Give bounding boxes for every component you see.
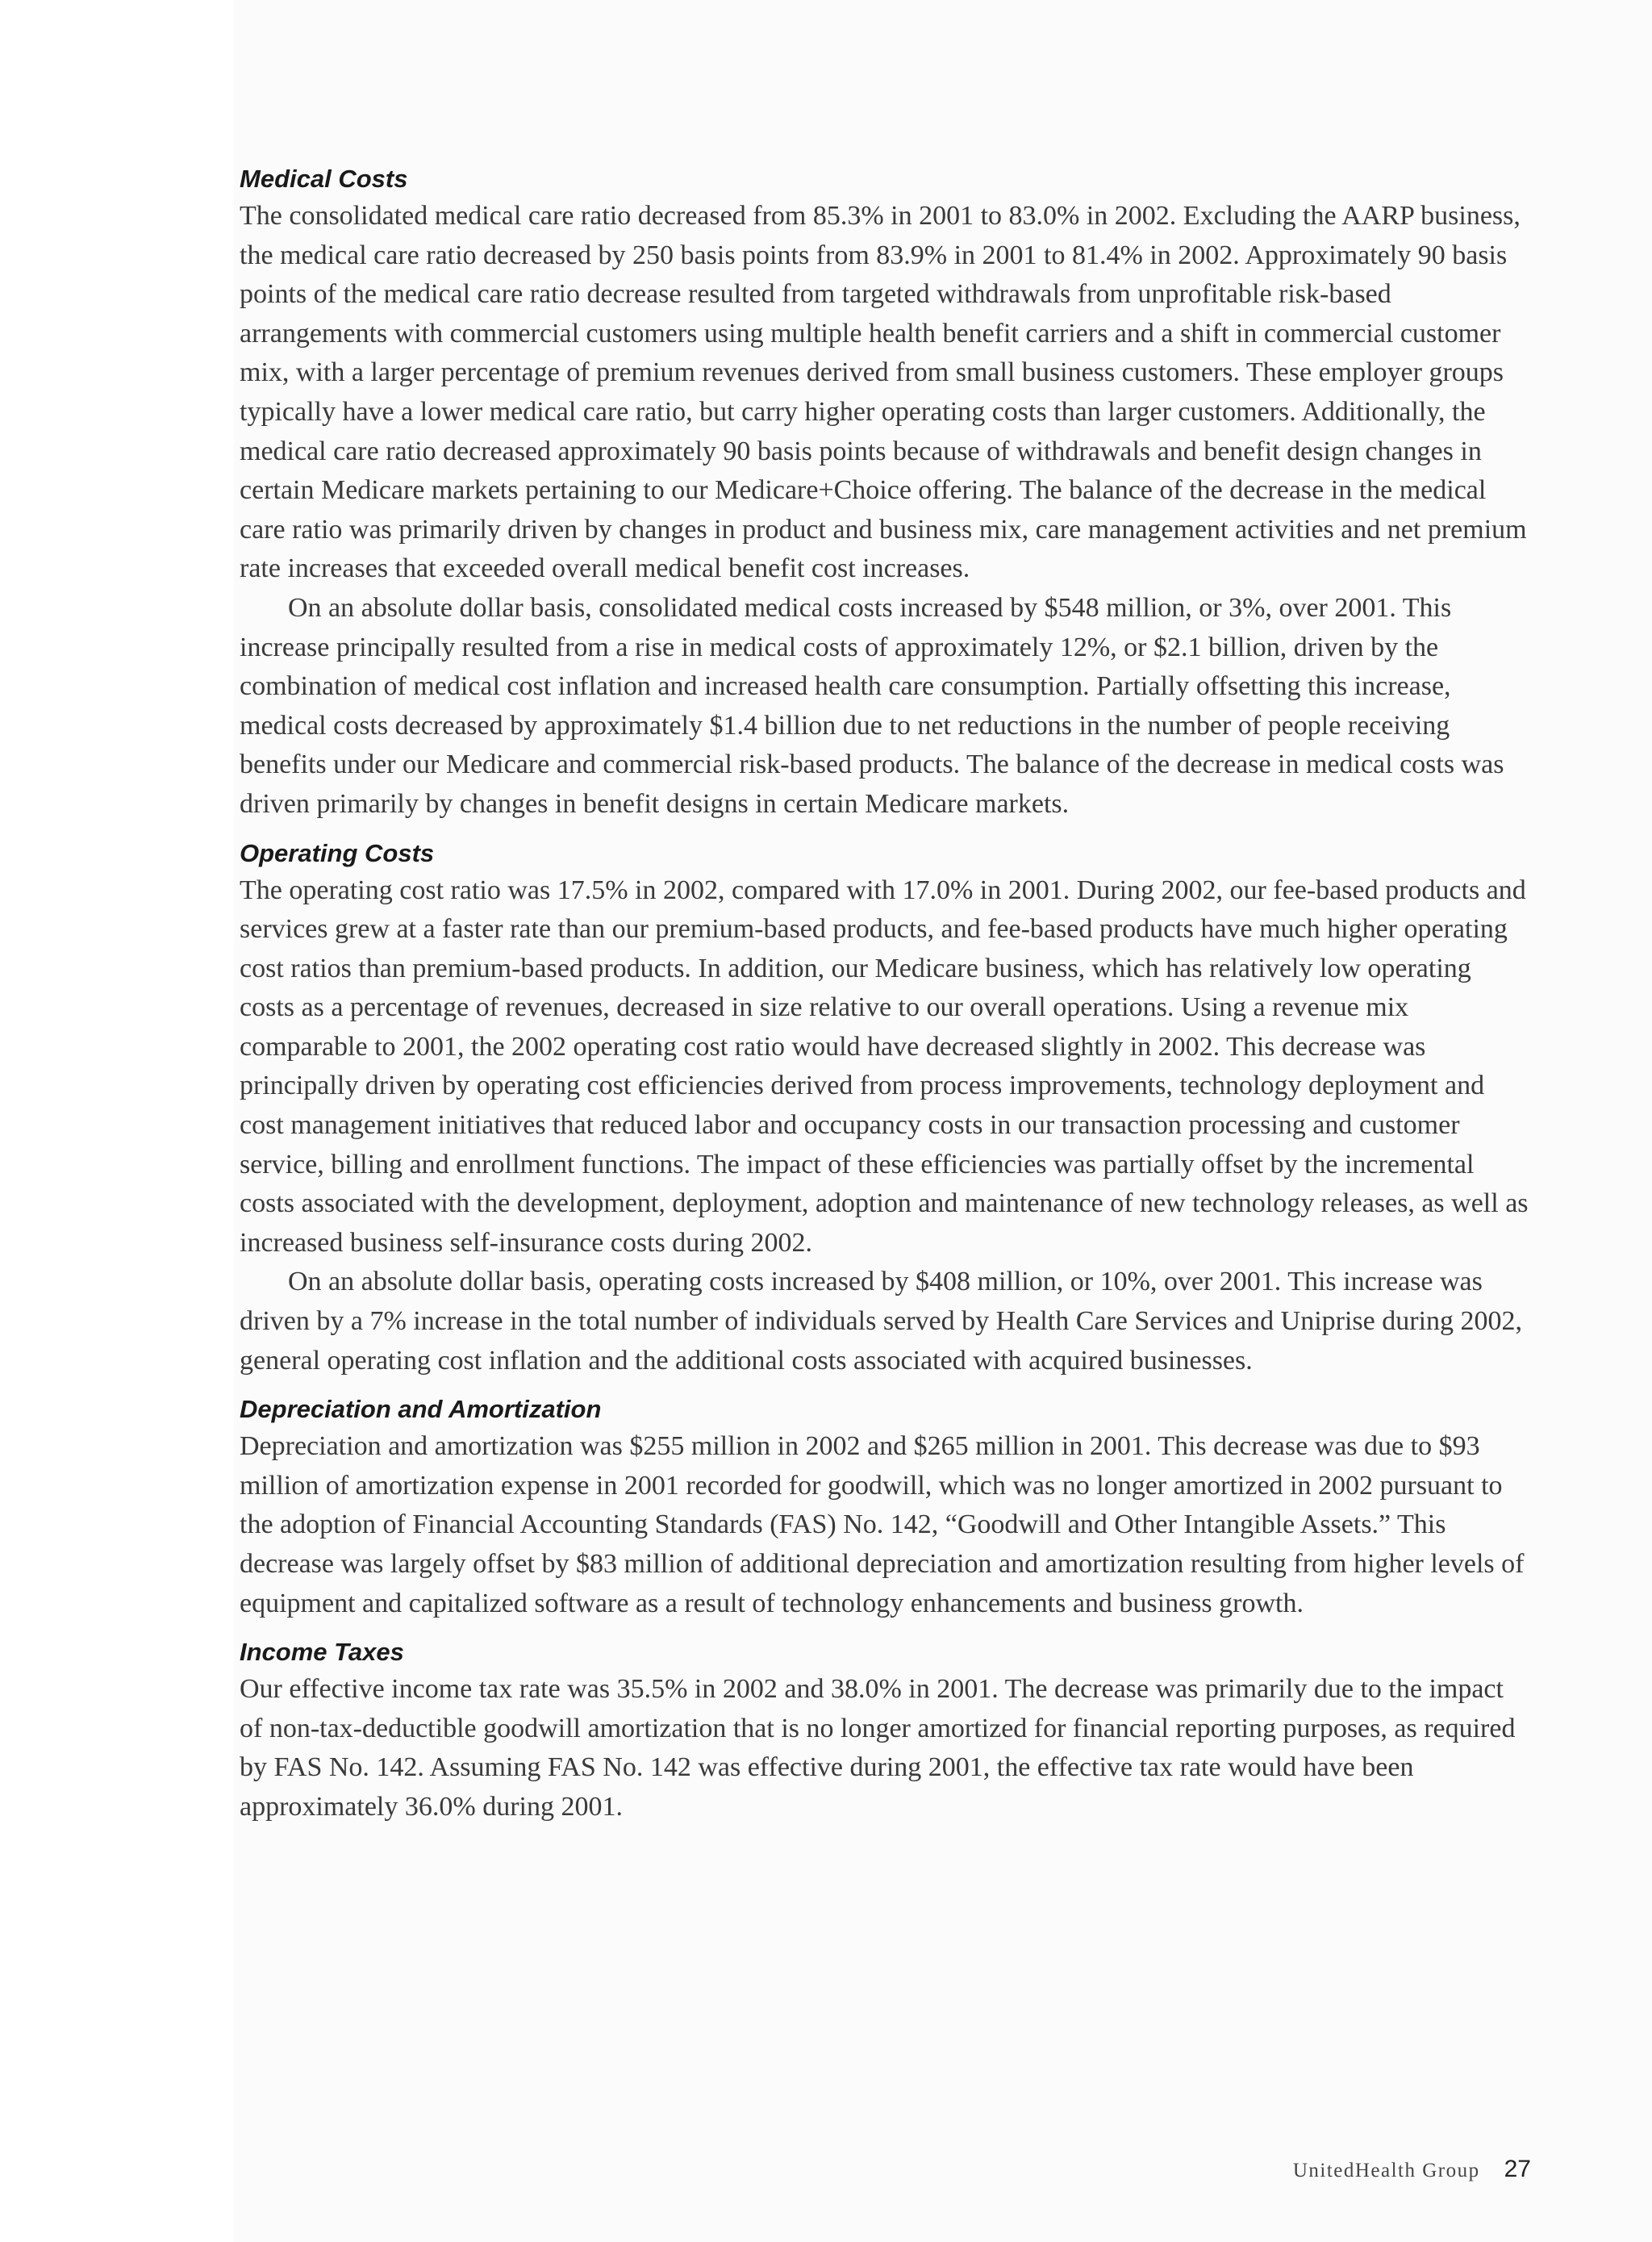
body-paragraph: On an absolute dollar basis, operating costs increased by $408 million, or 10%, over 2001. This increase was driven by a 7% increase in the total number of individuals served by Health Care Services and Uniprise during 2002, general operating cost inflation and the additional costs associated with acquired businesses. — [240, 1267, 1523, 1376]
body-paragraph: On an absolute dollar basis, consolidated medical costs increased by $548 million, or 3%, over 2001. This increase principally resulted from a rise in medical costs of approximately 12%, or $2.1 billion, driven by the combination of medical cost inflation and increased health care consumption. Partially offsetting this increase, medical costs decreased by approximately $1.4 billion due to net reductions in the number of people receiving benefits under our Medicare and commercial risk-based products. The balance of the decrease in medical costs was driven primarily by changes in benefit designs in certain Medicare markets. — [240, 592, 1504, 819]
section-depreciation-amortization — [240, 1392, 1530, 1623]
page-footer — [1293, 2156, 1531, 2183]
page-number: 27 — [1504, 2156, 1531, 2182]
section-heading: Medical Costs — [240, 165, 408, 193]
section-income-taxes — [240, 1635, 1530, 1827]
body-paragraph: The consolidated medical care ratio decreased from 85.3% in 2001 to 83.0% in 2002. Excluding the AARP business, the medical care ratio decreased by 250 basis points from 83.9% in 2001 to 81.4% in 2002. Approximately 90 basis points of the medical care ratio decrease resulted from targeted withdrawals from unprofitable risk-based arrangements with commercial customers using multiple health benefit carriers and a shift in commercial customer mix, with a larger percentage of premium revenues derived from small business customers. These employer groups typically have a lower medical care ratio, but carry higher operating costs than larger customers. Additionally, the medical care ratio decreased approximately 90 basis points because of withdrawals and benefit design changes in certain Medicare markets pertaining to our Medicare+Choice offering. The balance of the decrease in the medical care ratio was primarily driven by changes in product and business mix, care management activities and net premium rate increases that exceeded overall medical benefit cost increases. — [240, 201, 1527, 584]
section-heading: Depreciation and Amortization — [240, 1395, 602, 1424]
body-paragraph: Depreciation and amortization was $255 million in 2002 and $265 million in 2001. This decrease was due to $93 million of amortization expense in 2001 recorded for goodwill, which was no longer amortized in 2002 pursuant to the adoption of Financial Accounting Standards (FAS) No. 142, “Goodwill and Other Intangible Assets.” This decrease was largely offset by $83 million of additional depreciation and amortization resulting from higher levels of equipment and capitalized software as a result of technology enhancements and business growth. — [240, 1431, 1525, 1618]
page-content — [240, 161, 1530, 1827]
section-heading: Operating Costs — [240, 838, 435, 867]
body-paragraph: The operating cost ratio was 17.5% in 2002, compared with 17.0% in 2001. During 2002, our fee-based products and services grew at a faster rate than our premium-based products, and fee-based products have much higher operating cost ratios than premium-based products. In addition, our Medicare business, which has relatively low operating costs as a percentage of revenues, decreased in size relative to our overall operations. Using a revenue mix comparable to 2001, the 2002 operating cost ratio would have decreased slightly in 2002. This decrease was principally driven by operating cost efficiencies derived from process improvements, technology deployment and cost management initiatives that reduced labor and occupancy costs in our transaction processing and customer service, billing and enrollment functions. The impact of these efficiencies was partially offset by the incremental costs associated with the development, deployment, adoption and maintenance of new technology releases, as well as increased business self-insurance costs during 2002. — [240, 875, 1529, 1258]
section-operating-costs — [240, 836, 1530, 1381]
footer-brand-name: UnitedHealth Group — [1292, 2160, 1480, 2181]
section-medical-costs — [240, 161, 1530, 825]
body-paragraph: Our effective income tax rate was 35.5% in 2002 and 38.0% in 2001. The decrease was primarily due to the impact of non-tax-deductible goodwill amortization that is no longer amortized for financial reporting purposes, as required by FAS No. 142. Assuming FAS No. 142 was effective during 2001, the effective tax rate would have been approximately 36.0% during 2001. — [240, 1674, 1516, 1822]
section-heading: Income Taxes — [240, 1638, 404, 1667]
